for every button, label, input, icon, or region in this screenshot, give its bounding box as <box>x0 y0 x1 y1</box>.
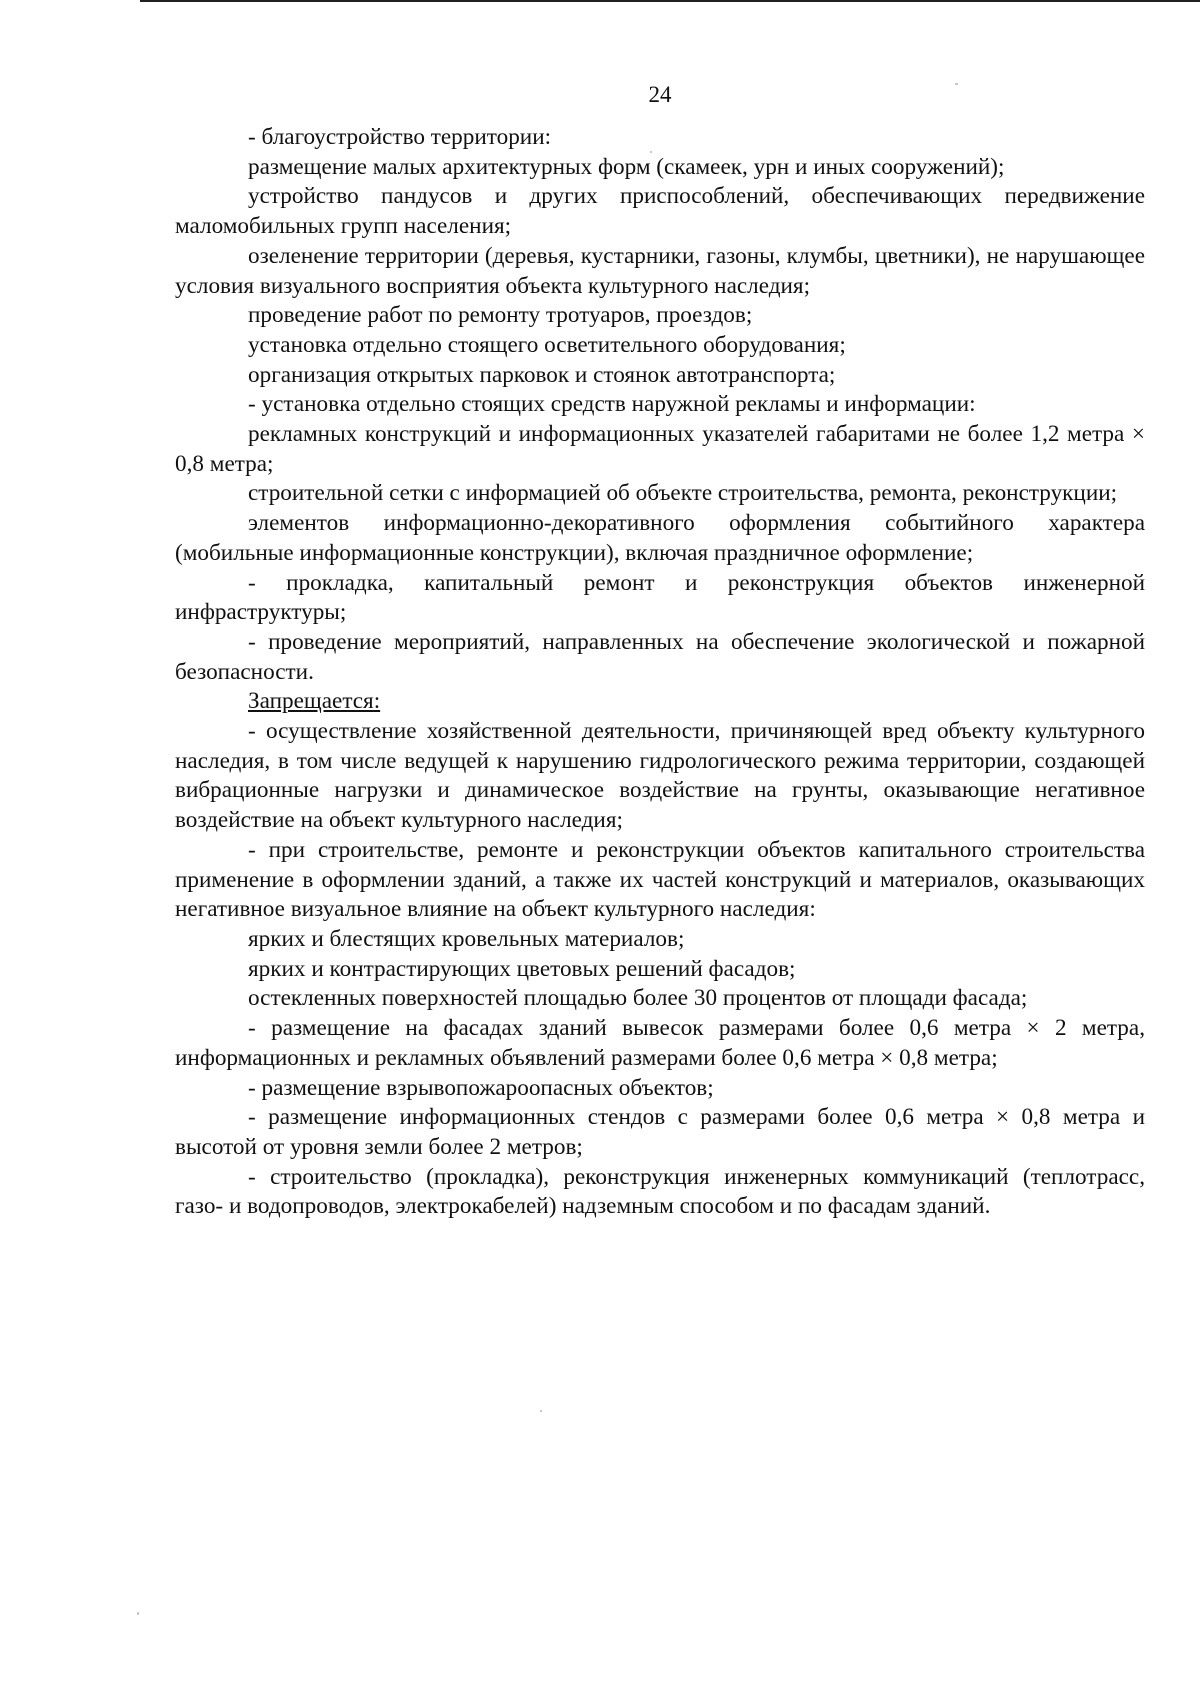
document-body <box>175 123 1145 1222</box>
paragraph-greening: озеленение территории (деревья, кустарники, газоны, клумбы, цветники), не нарушающее условия визуального восприятия объекта культурного наследия; <box>175 242 1145 299</box>
paragraph-ad-structures: рекламных конструкций и информационных указателей габаритами не более 1,2 метра × 0,8 метра; <box>175 421 1145 477</box>
top-border-line <box>140 0 1200 2</box>
paragraph-facade-colors: ярких и контрастирующих цветовых решений фасадов; <box>248 955 796 982</box>
paragraph-roofing-materials: ярких и блестящих кровельных материалов; <box>248 925 685 952</box>
page-number: 24 <box>648 82 672 107</box>
paragraph-construction-materials: - при строительстве, ремонте и реконструкции объектов капитального строительства применение в оформлении зданий, а также их частей конструкций и материалов, оказывающих негативное визуальное влияние на объект культурного наследия: <box>175 836 1145 923</box>
paragraph-landscaping-heading: - благоустройство территории: <box>248 124 552 150</box>
paragraph-hazardous-objects: - размещение взрывопожароопасных объектов; <box>248 1074 714 1101</box>
paragraph-economic-activity: - осуществление хозяйственной деятельности, причиняющей вред объекту культурного наследия, в том числе ведущей к нарушению гидрологического режима территории, создающей вибрационные нагрузки и динамическое воздействие на грунты, оказывающие негативное воздействие на объект культурного наследия; <box>175 718 1145 834</box>
paragraph-lighting: установка отдельно стоящего осветительного оборудования; <box>248 331 846 358</box>
prohibited-heading-line <box>175 687 1145 717</box>
paragraph-parking: организация открытых парковок и стоянок автотранспорта; <box>248 361 836 388</box>
paragraph-safety-measures: - проведение мероприятий, направленных на обеспечение экологической и пожарной безопасности. <box>175 628 1145 685</box>
paragraph-sidewalk-repair: проведение работ по ремонту тротуаров, проездов; <box>248 302 753 329</box>
scan-speck <box>137 1612 139 1615</box>
paragraph-engineering-infrastructure: - прокладка, капитальный ремонт и реконструкция объектов инженерной инфраструктуры; <box>175 569 1145 626</box>
paragraph-advertising-heading: - установка отдельно стоящих средств наружной рекламы и информации: <box>248 391 976 418</box>
paragraph-small-architectural-forms: размещение малых архитектурных форм (скамеек, урн и иных сооружений); <box>248 153 1005 180</box>
paragraph-information-stands: - размещение информационных стендов с размерами более 0,6 метра × 0,8 метра и высотой от уровня земли более 2 метров; <box>175 1104 1145 1160</box>
paragraph-signboards: - размещение на фасадах зданий вывесок размерами более 0,6 метра × 2 метра, информационных и рекламных объявлений размерами более 0,6 метра × 0,8 метра; <box>175 1015 1145 1071</box>
paragraph-construction-mesh: строительной сетки с информацией об объекте строительства, ремонта, реконструкции; <box>248 480 1118 507</box>
scan-speck <box>955 83 958 85</box>
scan-speck <box>540 1410 542 1412</box>
scan-speck <box>650 151 652 153</box>
paragraph-glazed-surfaces: остекленных поверхностей площадью более 30 процентов от площади фасада; <box>248 985 1028 1012</box>
paragraph-ramps: устройство пандусов и других приспособлений, обеспечивающих передвижение маломобильных групп населения; <box>175 183 1145 240</box>
prohibited-heading: Запрещается: <box>248 688 381 715</box>
paragraph-decorative-elements: элементов информационно-декоративного оформления событийного характера (мобильные информационные конструкции), включая праздничное оформление; <box>175 510 1145 566</box>
paragraph-engineering-communications: - строительство (прокладка), реконструкция инженерных коммуникаций (теплотрасс, газо- и водопроводов, электрокабелей) надземным способом и по фасадам зданий. <box>175 1163 1145 1220</box>
